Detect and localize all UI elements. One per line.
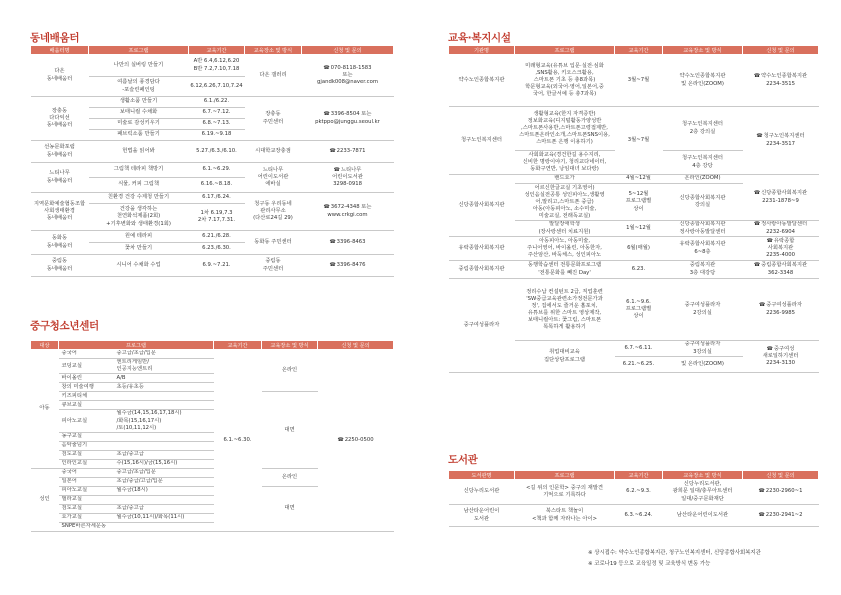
youth-header-row [31, 341, 394, 350]
phone-icon: ☎ [753, 221, 761, 228]
contact-text: 신당종합사회복지관 2231-1878~9 [761, 190, 808, 204]
period-cell: 6.1./6.22. [189, 97, 245, 108]
table-row [31, 55, 394, 77]
program-name: 농구교실 [59, 433, 114, 442]
table-row [449, 107, 819, 151]
period-cell: 4월~12월 [615, 175, 663, 184]
contact-cell[interactable] [302, 231, 394, 255]
library-table [448, 470, 819, 527]
period-cell: 3월~7월 [615, 107, 663, 175]
period-cell: 5~12월 프로그램별 상이 [615, 184, 663, 221]
period-cell: A반 6.4,6.12,6.20 B반 7.2,7.10,7.18 [189, 55, 245, 77]
phone-icon: ☎ [758, 511, 765, 518]
place-cell: 동화동 주민센터 [245, 231, 302, 255]
center-name: 장충동 다다익선 동네배움터 [31, 97, 89, 141]
header-cell: 프로그램 [59, 341, 214, 350]
program-cell: 그림책 테라피 책방기 [89, 163, 189, 178]
contact-text: 2230-2960~1 [765, 488, 803, 495]
program-name: 피아노교실 [59, 410, 114, 433]
phone-icon: ☎ [329, 238, 336, 245]
program-name: 일본어 [59, 478, 114, 487]
contact-cell[interactable] [743, 175, 819, 221]
program-cell: 건강을 생각하는 천연화석제품(2회) +기후변화와 생태환경(1회) [89, 204, 189, 231]
contact-cell[interactable] [743, 341, 819, 373]
program-detail: 초급/중고급 [114, 505, 214, 514]
place-cell: 청구노인복지센터 2층 강의실 [663, 107, 743, 151]
phone-icon: ☎ [333, 166, 340, 173]
program-detail: 초급/중고급 [114, 451, 214, 460]
contact-text: 3396-8476 [336, 261, 366, 268]
contact-cell[interactable] [743, 55, 819, 107]
header-cell: 교육장소 및 방식 [262, 341, 318, 350]
program-cell: 어르신한글교실 기초영어) 성인음실전공통 성인피아노,생활영 어,말리고,스마트폰 중급) 아동(아동피아노, 소수미술, 미술교실, 전래독교실) [515, 184, 615, 221]
header-cell: 교육장소 및 방식 [245, 46, 302, 55]
contact-text: 느티나무 어린이도서관 3298-0918 [332, 166, 363, 188]
library-name: 남산타운어린이 도서관 [449, 505, 515, 527]
center-name: 중림동 동네배움터 [31, 255, 89, 277]
period-cell: 6.3.~6.24. [615, 505, 663, 527]
table-row [31, 193, 394, 204]
contact-text: 2233-7871 [336, 147, 366, 154]
place-cell: 대면 [262, 487, 318, 532]
program-cell: 시니어 수채화 수업 [89, 255, 189, 277]
period-cell: 6.19.~9.18 [189, 130, 245, 141]
center-name: 약수노인종합복지관 [449, 55, 515, 107]
place-cell: 온라인 [262, 350, 318, 392]
table-row [31, 163, 394, 178]
program-name: 피아노교실 [59, 487, 114, 496]
phone-icon: ☎ [323, 204, 330, 211]
period-cell: 3월~7월 [615, 55, 663, 107]
place-cell: 중구여성플라자 2강의실 [663, 279, 743, 341]
place-cell: 중림동 주민센터 [245, 255, 302, 277]
program-cell: 취업대비교육 집단상담프로그램 [515, 341, 615, 373]
center-name: 중림종합사회복지관 [449, 261, 515, 279]
program-detail: A/B [114, 374, 214, 383]
phone-icon: ☎ [766, 345, 773, 352]
place-cell: 신당종합사회복지관 정사랑아동발달센터 [663, 221, 743, 237]
phone-icon: ☎ [337, 436, 344, 443]
table-row [31, 231, 394, 243]
header-cell: 프로그램 [89, 46, 189, 55]
header-cell: 대상 [31, 341, 59, 350]
program-name: 필라교실 [59, 496, 114, 505]
program-name: 검도교실 [59, 505, 114, 514]
contact-text: 3396-8463 [336, 238, 366, 245]
program-cell: 꽃차 만들기 [89, 243, 189, 255]
phone-icon: ☎ [766, 237, 773, 244]
program-cell: 밴드요가 [515, 175, 615, 184]
place-cell: 청구노인복지센터 4층 강당 [663, 151, 743, 175]
period-cell: 6.17./6.24. [189, 193, 245, 204]
phone-icon: ☎ [758, 302, 766, 309]
program-name: 중국어 [59, 350, 114, 359]
contact-cell[interactable] [743, 237, 819, 261]
program-cell: 원예 테라피 [89, 231, 189, 243]
contact-text: 2250-0500 [344, 436, 374, 443]
table-row [449, 55, 819, 107]
period-cell: 6.23. [615, 261, 663, 279]
phone-icon: ☎ [753, 190, 761, 197]
section-title-library: 도서관 [448, 454, 478, 466]
header-cell: 교육기간 [189, 46, 245, 55]
contact-cell[interactable] [302, 97, 394, 141]
contact-text: 3396-8504 또는 pktppo@junggu.seoul.kr [315, 111, 380, 125]
program-cell: 발달장애학생 (장사랑센터 치료지원) [515, 221, 615, 237]
dongne-header-row [31, 46, 394, 55]
place-cell: 남산타운어린이도서관 [663, 505, 743, 527]
period-cell: 6.9.~7.21. [189, 255, 245, 277]
header-cell: 프로그램 [515, 46, 615, 55]
program-cell: 친환경 건강 수제청 만들기 [89, 193, 189, 204]
place-cell: 중림복지관 3층 대강당 [663, 261, 743, 279]
table-row [31, 97, 394, 108]
section-title-dongne: 동네배움터 [30, 32, 80, 44]
contact-text: 약수노인종합복지관 2234-3515 [761, 73, 808, 87]
phone-icon: ☎ [758, 488, 765, 495]
place-cell: 약수노인종합복지관 및 온라인(ZOOM) [663, 55, 743, 107]
program-detail: 초등/유초등 [114, 383, 214, 392]
program-detail [114, 392, 214, 401]
table-row [449, 237, 819, 261]
contact-cell[interactable] [302, 55, 394, 97]
program-name: 키즈피티체 [59, 392, 114, 401]
program-detail [114, 433, 214, 442]
program-cell: 북스타트 책놀이 <책과 함께 자라나는 아이> [515, 505, 615, 527]
center-name: 느티나무 동네배움터 [31, 163, 89, 193]
program-cell: 보태니컬 수채화 [89, 108, 189, 119]
program-name: 창의 미술여행 [59, 383, 114, 392]
header-cell: 신청 및 문의 [302, 46, 394, 55]
program-detail: 중고급/초급/입문 [114, 469, 214, 478]
table-row [31, 350, 394, 359]
contact-cell[interactable] [318, 350, 394, 532]
period-cell: 6.7.~6.11. [615, 341, 663, 357]
program-cell: 여름날의 풍경담다 -포슬린페인팅 [89, 77, 189, 97]
program-cell: 동행학습센터 전통문화프로그램 '전통문화를 빼진 Day' [515, 261, 615, 279]
program-cell: <길 위의 인문학> 중구의 재발견 기억으로 기록하다 [515, 480, 615, 505]
table-row [31, 255, 394, 277]
program-name: 큐브교실 [59, 401, 114, 410]
phone-icon: ☎ [753, 73, 761, 80]
table-row [449, 505, 819, 527]
program-cell: 식물, 커피 그림책 [89, 178, 189, 193]
period-cell: 1월~12월 [615, 221, 663, 237]
header-cell: 신청 및 문의 [318, 341, 394, 350]
header-cell: 배움터명 [31, 46, 89, 55]
place-cell: 청구동 우리동네 관리사무소 (다산로24길 29) [245, 193, 302, 231]
center-name: 청구노인복지센터 [449, 107, 515, 175]
period-cell: 6.7.~7.12. [189, 108, 245, 119]
program-cell: 미술로 감성키우기 [89, 119, 189, 130]
period-cell: 6.1.~6.29. [189, 163, 245, 178]
table-row [449, 279, 819, 341]
place-cell: 온라인(ZOOM) [663, 175, 743, 184]
period-cell: 6월(매월) [615, 237, 663, 261]
contact-text: 정사랑아동발달센터 2232-6904 [761, 221, 808, 235]
program-detail [114, 401, 214, 410]
place-cell: 신당누리도서관, 광희문 일대/충무아트센터 일대/중구문화재단 [663, 480, 743, 505]
section-title-welfare: 교육·복지시설 [448, 32, 511, 44]
place-cell: 유락종합사회복지관 6~8층 [663, 237, 743, 261]
phone-icon: ☎ [329, 147, 336, 154]
place-cell: 및 온라인(ZOOM) [663, 357, 743, 373]
period-cell: 5.27./6.3./6.10. [189, 141, 245, 163]
table-row [449, 175, 819, 184]
place-cell: 다온 갤러리 [245, 55, 302, 97]
period-cell: 6.21./6.28. [189, 231, 245, 243]
table-row [31, 141, 394, 163]
program-name: 바이올린 [59, 374, 114, 383]
header-cell: 교육장소 및 방식 [663, 471, 743, 480]
header-cell: 신청 및 문의 [743, 471, 819, 480]
contact-text: 2230-2941~2 [765, 511, 803, 518]
place-cell: 신당종합사회복지관 강의실 [663, 184, 743, 221]
period-cell: 6.23./6.30. [189, 243, 245, 255]
contact-text: 3672-4348 또는 www.crkgi.com [327, 204, 372, 218]
program-cell: 생활형교육(한지 자격증반) 정보화교육(디지털활동가양성반 ,스마트폰사용반,스마트폰고령접제반, 스마트폰온라인소개,스마트폰SNS이용, 스마트폰 은행 이용하기) [515, 107, 615, 151]
contact-text: 청구노인복지센터 2234-3517 [763, 133, 805, 147]
program-cell: 나만의 실버링 만들기 [89, 55, 189, 77]
phone-icon: ☎ [323, 64, 330, 71]
section-title-youth: 중구청소년센터 [30, 320, 99, 332]
program-detail: 초급/중급/고급/입문 [114, 478, 214, 487]
contact-text: 중구여성 새로일하기센터 2234-3130 [762, 345, 799, 367]
phone-icon: ☎ [756, 133, 763, 140]
contact-cell[interactable] [743, 505, 819, 527]
contact-cell[interactable] [302, 163, 394, 193]
center-name: 동화동 동네배움터 [31, 231, 89, 255]
program-name: SNPE바른자세운동 [59, 523, 114, 532]
period-cell: 6.1.~9.6. 프로그램별 상이 [615, 279, 663, 341]
target-cell: 성인 [31, 469, 59, 532]
program-detail: 엔트리게임반/ 인공지능엔트리 [114, 359, 214, 374]
contact-cell[interactable] [743, 107, 819, 175]
library-header-row [449, 471, 819, 480]
program-cell: 사회화교육(경건한길 용수지리, 신비한 명랑이야기, 청리교다네이터, 동화구연반, 낭임대녀 보다랑) [515, 151, 615, 175]
center-name: 유락종합사회복지관 [449, 237, 515, 261]
center-name: 중구여성플라자 [449, 279, 515, 373]
header-cell: 기관명 [449, 46, 515, 55]
program-detail: 월수금(10,11시)/화목(11시) [114, 514, 214, 523]
program-detail [114, 523, 214, 532]
note-line: ※ 상시접수: 약수노인종합복지관, 청구노인복지센터, 신당종합사회복지관 [588, 550, 761, 556]
period-cell: 6.12,6.26,7.10,7.24 [189, 77, 245, 97]
welfare-table [448, 45, 819, 373]
center-name: 신당종합사회복지관 [449, 175, 515, 237]
phone-icon: ☎ [323, 111, 330, 118]
center-name: 선농문화포럼 동네배움터 [31, 141, 89, 163]
table-row [449, 480, 819, 505]
program-detail: 수(15,16시)/금(15,16시) [114, 460, 214, 469]
program-name: 인라인교실 [59, 460, 114, 469]
contact-cell[interactable] [743, 261, 819, 279]
header-cell: 프로그램 [515, 471, 615, 480]
program-name: 코딩교실 [59, 359, 114, 374]
period-cell: 6.2.~9.3. [615, 480, 663, 505]
place-cell: 온라인 [262, 469, 318, 487]
program-cell: 미래형교육(유튜브 입문·실전·심화 ,SNS활용, 키오스크활용, 스마트폰 기초 등 총8과목) 학문형교육(외국어·영어,일본어,중 국어, 한글서예 등 총7과목) [515, 55, 615, 107]
center-name: 다온 동네배움터 [31, 55, 89, 97]
period-cell: 1차 6.19,7.3 2차 7.17,7.31. [189, 204, 245, 231]
place-cell: 중구여성플라자 3강의실 [663, 341, 743, 357]
program-name: 요가교실 [59, 514, 114, 523]
youth-table [30, 340, 394, 532]
header-cell: 교육기간 [214, 341, 262, 350]
contact-cell[interactable] [743, 480, 819, 505]
place-cell: 대면 [262, 392, 318, 469]
program-cell: 아동피아노, 아동미술, 주니어영어, 바이올린, 아동한자, 주산암산, 바둑체스, 성인피아노 [515, 237, 615, 261]
program-name: 음악줄넘기 [59, 442, 114, 451]
place-cell: 느티나무 어린이도서관 에바실 [245, 163, 302, 193]
program-cell: 패브릭소품 만들기 [89, 130, 189, 141]
header-cell: 교육장소 및 방식 [663, 46, 743, 55]
contact-text: 070-8118-1583 또는 gjandk008@naver.com [317, 64, 378, 86]
contact-text: 유락종합 사회복지관 2235-4000 [766, 237, 795, 259]
program-detail: 중고급/초급/입문 [114, 350, 214, 359]
program-detail [114, 496, 214, 505]
period-cell: 6.8.~7.13. [189, 119, 245, 130]
phone-icon: ☎ [329, 261, 336, 268]
program-detail: 월수금(18시) [114, 487, 214, 496]
contact-cell[interactable] [302, 141, 394, 163]
program-name: 검도교실 [59, 451, 114, 460]
contact-text: 중구여성플라자 2236-9985 [766, 302, 803, 316]
header-cell: 교육기간 [615, 471, 663, 480]
contact-cell[interactable] [302, 255, 394, 277]
dongne-table [30, 45, 394, 277]
target-cell: 아동 [31, 350, 59, 469]
place-cell: 장충동 주민센터 [245, 97, 302, 141]
header-cell: 신청 및 문의 [743, 46, 819, 55]
header-cell: 도서관명 [449, 471, 515, 480]
library-name: 신당누리도서관 [449, 480, 515, 505]
contact-cell[interactable] [743, 221, 819, 237]
header-cell: 교육기간 [615, 46, 663, 55]
contact-cell[interactable] [302, 193, 394, 231]
program-cell: 생활소품 만들기 [89, 97, 189, 108]
program-detail [114, 442, 214, 451]
program-name: 중국어 [59, 469, 114, 478]
period-cell: 6.1.~6.30. [214, 350, 262, 532]
contact-cell[interactable] [743, 279, 819, 341]
program-cell: 정리수납 컨설턴트 2급, 직업훈련 'SW중급교육관련소가정전문가과 정', 집에서도 즐거운 홈포치, 유튜브를 위한 스마트 영상제작, 보태니컬아트: 꽃그림, 스마트폰 똑똑하게 활용하기 [515, 279, 615, 341]
period-cell: 6.21.~6.25. [615, 357, 663, 373]
period-cell: 6.16.~8.18. [189, 178, 245, 193]
note-line: ※ 코로나19 등으로 교육일정 및 교육방식 변동 가능 [588, 561, 711, 567]
phone-icon: ☎ [753, 262, 761, 269]
contact-text: 중림종합사회복지관 362-3348 [761, 262, 808, 276]
place-cell: 시대학교장충점 [245, 141, 302, 163]
table-row [449, 261, 819, 279]
program-detail: 월수금(14,15,16,17,18시) /화목(15,16,17시) /토(10,11,12시) [114, 410, 214, 433]
program-cell: 헌법을 읽어봐 [89, 141, 189, 163]
center-name: 지역문화예술협동조합 사회생태환경 동네배움터 [31, 193, 89, 231]
welfare-header-row [449, 46, 819, 55]
